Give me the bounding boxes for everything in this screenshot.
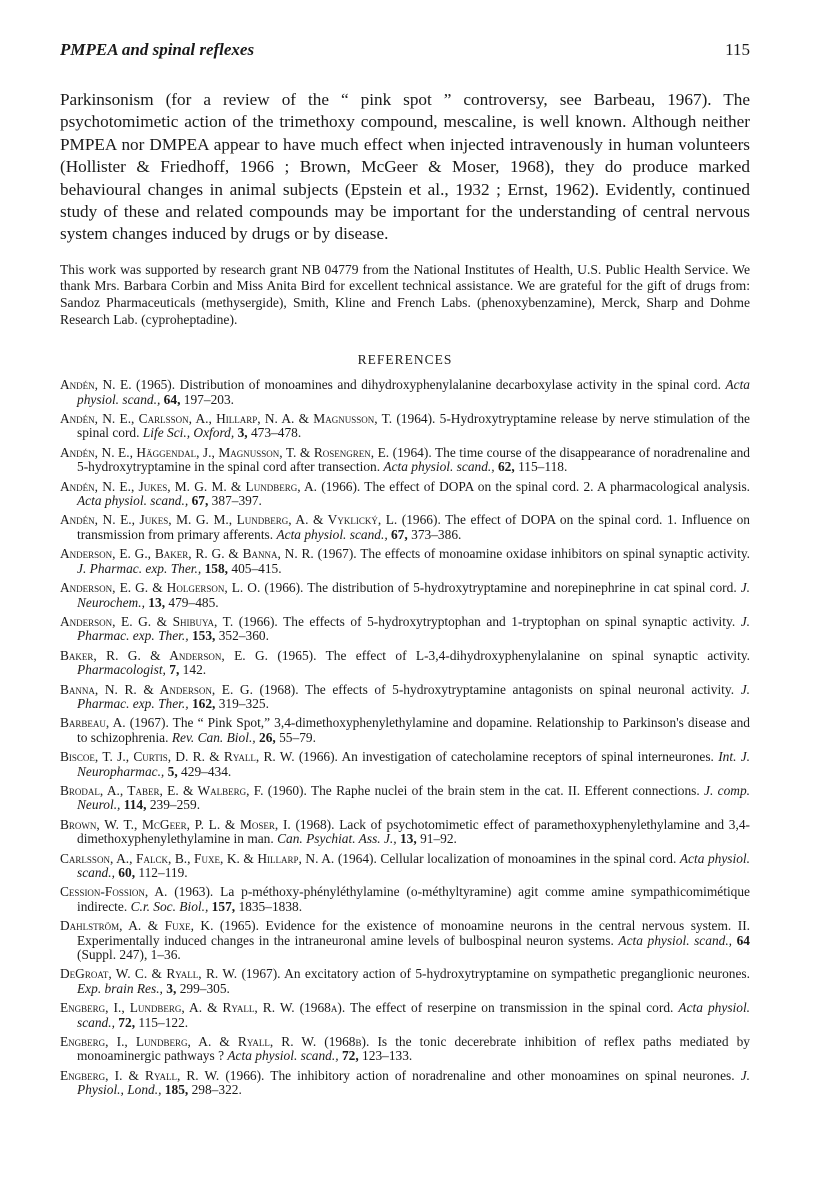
reference-title: Is the tonic decerebrate inhibition of reflex paths mediated by monoaminergic pathways ? xyxy=(77,1034,751,1064)
reference-volume: 72, xyxy=(118,1014,136,1030)
reference-journal: Acta physiol. scand., xyxy=(227,1048,339,1064)
reference-title: The time course of the disappearance of noradrenaline and 5-hydroxytryptamine in the spinal cord after transection. xyxy=(77,444,750,475)
reference-journal: Can. Psychiat. Ass. J., xyxy=(277,831,397,847)
reference-pages: 197–203. xyxy=(183,391,234,407)
reference-title: The effects of 5-hydroxytryptamine antagonists on spinal neuronal activity. xyxy=(304,681,735,697)
reference-volume: 153, xyxy=(191,628,216,644)
reference-volume: 158, xyxy=(204,560,229,576)
reference-authors: Brown, W. T., McGeer, P. L. & Moser, I. (1968). xyxy=(60,816,335,832)
reference-pages: 479–485. xyxy=(168,594,219,610)
reference-volume: 67, xyxy=(391,526,408,542)
reference-title: 5-Hydroxytryptamine release by nerve stimulation of the spinal cord. xyxy=(77,411,750,441)
reference-item xyxy=(60,1069,750,1098)
reference-pages: 429–434. xyxy=(181,763,232,779)
reference-volume: 185, xyxy=(164,1082,189,1098)
reference-item xyxy=(60,919,750,962)
reference-pages: 319–325. xyxy=(218,695,269,711)
reference-pages: 115–118. xyxy=(518,459,568,475)
reference-pages: 298–322. xyxy=(191,1082,242,1098)
reference-item xyxy=(60,1001,750,1030)
reference-item xyxy=(60,750,750,779)
body-paragraph: Parkinsonism (for a review of the “ pink spot ” controversy, see Barbeau, 1967). The psychotomimetic action of the trimethoxy compound, mescaline, is well known. Although neither PMPEA nor DMPEA appear to have much effect when injected intravenously in human volunteers (Hollister & Friedhoff, 1966 ; Brown, McGeer & Moser, 1968), they do produce marked behavioural changes in animal subjects (Epstein et al., 1932 ; Ernst, 1962). Evidently, continued study of these and related compounds may be important for the understanding of central nervous system changes induced by drugs or by disease. xyxy=(60,90,750,244)
reference-title: The effects of monoamine oxidase inhibitors on spinal synaptic activity. xyxy=(360,546,750,562)
reference-title: The “ Pink Spot,” 3,4-dimethoxyphenylethylamine and dopamine. Relationship to Parkinson's disease and to schizophrenia. xyxy=(77,715,751,745)
reference-journal: J. Physiol., Lond., xyxy=(77,1067,750,1098)
reference-volume: 13, xyxy=(148,594,166,610)
page-header xyxy=(60,40,750,60)
reference-title: An investigation of catecholamine receptors of spinal interneurones. xyxy=(341,749,714,765)
reference-item xyxy=(60,683,750,712)
reference-title: The Raphe nuclei of the brain stem in the cat. II. Efferent connections. xyxy=(310,782,700,798)
reference-authors: Andén, N. E., Carlsson, A., Hillarp, N. A. & Magnusson, T. (1964). xyxy=(60,411,436,427)
reference-authors: Anderson, E. G. & Shibuya, T. (1966). xyxy=(60,613,278,629)
reference-item xyxy=(60,615,750,644)
reference-authors: Brodal, A., Taber, E. & Walberg, F. (1960). xyxy=(60,782,307,798)
references-heading: REFERENCES xyxy=(357,352,453,368)
reference-pages: 142. xyxy=(182,662,207,678)
reference-authors: Anderson, E. G. & Holgerson, L. O. (1966). xyxy=(60,580,304,596)
reference-title: Distribution of monoamines and dihydroxyphenylalanine decarboxylase activity in the spinal cord. xyxy=(179,377,721,393)
reference-item xyxy=(60,852,750,881)
reference-item xyxy=(60,967,750,996)
reference-item xyxy=(60,1035,750,1064)
reference-volume: 72, xyxy=(341,1048,359,1064)
reference-pages: 112–119. xyxy=(138,865,188,880)
reference-journal: J. Neurochem., xyxy=(77,580,751,610)
reference-title: Lack of psychotomimetic effect of paramethoxyphenylethylamine and 3,4-dimethoxyphenylethylamine in man. xyxy=(77,816,750,847)
reference-authors: Banna, N. R. & Anderson, E. G. (1968). xyxy=(60,681,299,697)
reference-volume: 114, xyxy=(123,797,147,813)
reference-pages: 373–386. xyxy=(411,526,462,542)
reference-journal: Exp. brain Res., xyxy=(77,980,163,996)
reference-title: The effect of reserpine on transmission in the spinal cord. xyxy=(349,1000,674,1016)
reference-volume: 7, xyxy=(169,662,180,678)
reference-authors: Biscoe, T. J., Curtis, D. R. & Ryall, R. W. (1966). xyxy=(60,749,338,765)
reference-title: The effects of 5-hydroxytryptophan and 1-tryptophan on spinal synaptic activity. xyxy=(283,613,736,629)
reference-authors: DeGroat, W. C. & Ryall, R. W. (1967). xyxy=(60,966,281,982)
reference-item xyxy=(60,412,750,441)
reference-item xyxy=(60,480,750,509)
reference-pages: 55–79. xyxy=(279,729,316,745)
reference-pages: 91–92. xyxy=(420,831,457,847)
reference-journal: Pharmacologist, xyxy=(77,662,166,678)
reference-volume: 13, xyxy=(399,831,417,847)
reference-volume: 26, xyxy=(259,729,276,745)
reference-journal: Rev. Can. Biol., xyxy=(171,729,256,745)
reference-volume: 5, xyxy=(167,763,178,779)
running-title: PMPEA and spinal reflexes xyxy=(60,40,255,59)
reference-authors: Engberg, I. & Ryall, R. W. (1966). xyxy=(60,1067,265,1083)
reference-title: The distribution of 5-hydroxytryptamine and norepinephrine in cat spinal cord. xyxy=(307,580,737,596)
reference-item xyxy=(60,649,750,678)
reference-authors: Baker, R. G. & Anderson, E. G. (1965). xyxy=(60,647,317,663)
reference-authors: Andén, N. E., Jukes, M. G. M., Lundberg, A. & Vyklický, L. (1966). xyxy=(60,512,441,528)
page-number: 115 xyxy=(725,40,750,59)
reference-volume: 64 xyxy=(736,932,750,948)
reference-journal: Int. J. Neuropharmac., xyxy=(77,749,751,779)
reference-pages: (Suppl. 247), 1–36. xyxy=(77,947,181,963)
reference-journal: J. Pharmac. exp. Ther., xyxy=(77,560,202,576)
reference-journal: J. Pharmac. exp. Ther., xyxy=(77,613,751,644)
reference-authors: Andén, N. E. (1965). xyxy=(60,377,176,393)
reference-pages: 405–415. xyxy=(231,560,282,576)
reference-volume: 3, xyxy=(237,425,248,441)
reference-item xyxy=(60,716,750,745)
reference-volume: 60, xyxy=(118,865,136,880)
reference-journal: Acta physiol. scand., xyxy=(77,850,750,880)
reference-title: La p-méthoxy-phényléthylamine (o-méthyltyramine) agit comme amine sympathicomimétique indirecte. xyxy=(77,884,750,914)
reference-title: The effect of L-3,4-dihydroxyphenylalanine on spinal synaptic activity. xyxy=(325,647,750,663)
reference-journal: Acta physiol. scand., xyxy=(383,459,495,475)
reference-title: The effect of DOPA on the spinal cord. 1. Influence on transmission from primary afferents. xyxy=(77,512,750,542)
reference-authors: Dahlström, A. & Fuxe, K. (1965). xyxy=(60,918,259,934)
reference-pages: 473–478. xyxy=(250,425,302,441)
reference-item xyxy=(60,885,750,914)
reference-journal: C.r. Soc. Biol., xyxy=(130,898,209,914)
reference-journal: Acta physiol. scand., xyxy=(77,493,189,509)
acknowledgement: This work was supported by research grant NB 04779 from the National Institutes of Health, U.S. Public Health Service. We thank Mrs. Barbara Corbin and Miss Anita Bird for excellent technical assistance. We are grateful for the gift of drugs from: Sandoz Pharmaceuticals (methysergide), Smith, Kline and French Labs. (phenoxybenzamine), Merck, Sharp and Dohme Research Lab. (cyproheptadine). xyxy=(60,261,750,327)
reference-authors: Carlsson, A., Falck, B., Fuxe, K. & Hillarp, N. A. (1964). xyxy=(60,850,377,866)
reference-volume: 67, xyxy=(191,493,209,509)
reference-item xyxy=(60,581,750,610)
reference-authors: Engberg, I., Lundberg, A. & Ryall, R. W. (1968b). xyxy=(60,1034,370,1050)
reference-authors: Barbeau, A. (1967). xyxy=(60,715,169,731)
reference-volume: 157, xyxy=(211,898,236,914)
reference-volume: 64, xyxy=(163,391,181,407)
reference-item xyxy=(60,547,750,576)
reference-journal: J. Pharmac. exp. Ther., xyxy=(77,681,750,711)
reference-title: An excitatory action of 5-hydroxytryptamine on sympathetic preganglionic neurones. xyxy=(284,966,750,982)
reference-pages: 387–397. xyxy=(211,493,262,509)
reference-pages: 352–360. xyxy=(218,628,269,644)
reference-journal: Acta physiol. scand., xyxy=(618,932,733,948)
reference-title: Cellular localization of monoamines in the spinal cord. xyxy=(380,850,677,866)
reference-pages: 115–122. xyxy=(138,1014,189,1030)
reference-title: The effect of DOPA on the spinal cord. 2. A pharmacological analysis. xyxy=(364,478,751,494)
reference-item xyxy=(60,818,750,847)
reference-item xyxy=(60,378,750,407)
reference-volume: 162, xyxy=(191,695,216,711)
reference-title: The inhibitory action of noradrenaline and other monoamines on spinal neurones. xyxy=(270,1067,735,1083)
reference-item xyxy=(60,513,750,542)
journal-page xyxy=(60,40,750,1103)
reference-journal: Acta physiol. scand., xyxy=(276,526,388,542)
reference-authors: Cession-Fossion, A. (1963). xyxy=(60,884,214,900)
reference-volume: 3, xyxy=(166,980,177,996)
reference-pages: 123–133. xyxy=(362,1048,413,1064)
reference-journal: Acta physiol. scand., xyxy=(77,1000,751,1030)
reference-authors: Anderson, E. G., Baker, R. G. & Banna, N. R. (1967). xyxy=(60,546,357,562)
reference-volume: 62, xyxy=(497,459,515,475)
reference-item xyxy=(60,784,750,813)
reference-authors: Engberg, I., Lundberg, A. & Ryall, R. W. (1968a). xyxy=(60,1000,346,1016)
reference-pages: 299–305. xyxy=(179,980,230,996)
reference-item xyxy=(60,446,750,475)
reference-title: Evidence for the existence of monoamine neurons in the central nervous system. II. Experimentally induced changes in the intraneuronal amine levels of bulbospinal neuron systems. xyxy=(77,918,751,948)
reference-authors: Andén, N. E., Häggendal, J., Magnusson, T. & Rosengren, E. (1964). xyxy=(60,444,432,460)
reference-journal: Life Sci., Oxford, xyxy=(142,425,235,441)
reference-journal: Acta physiol. scand., xyxy=(77,377,750,407)
references-list xyxy=(60,378,750,1097)
reference-pages: 239–259. xyxy=(149,797,201,813)
reference-pages: 1835–1838. xyxy=(238,898,303,914)
reference-authors: Andén, N. E., Jukes, M. G. M. & Lundberg, A. (1966). xyxy=(60,478,361,494)
reference-journal: J. comp. Neurol., xyxy=(77,782,750,813)
